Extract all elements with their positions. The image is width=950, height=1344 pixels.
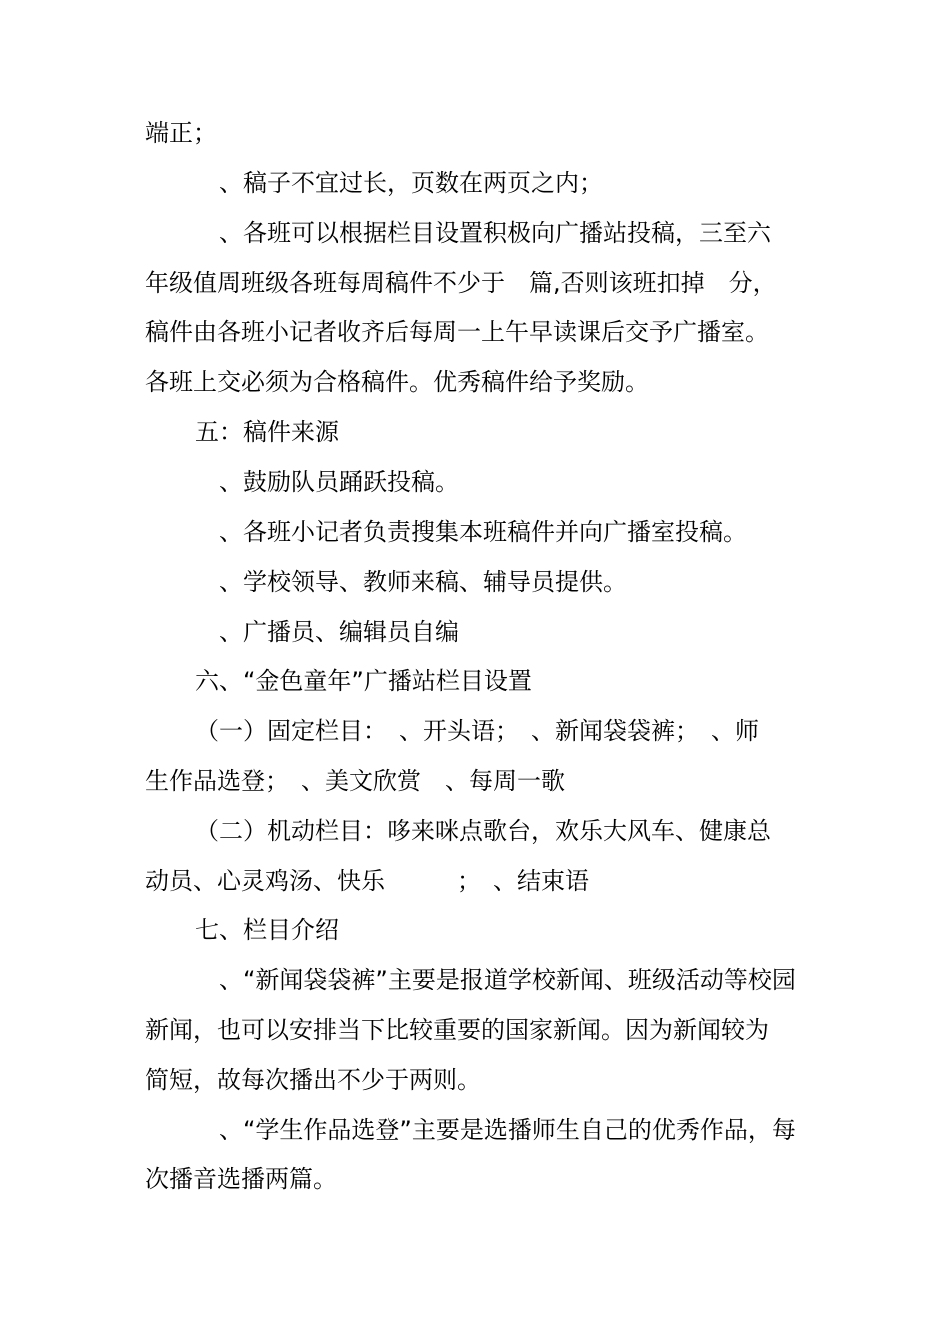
text-line: （二）机动栏目：哆来咪点歌台，欢乐大风车、健康总 xyxy=(195,817,771,845)
text-line: 、“学生作品选登”主要是选播师生自己的优秀作品，每 xyxy=(195,1116,796,1144)
text-line: 、各班小记者负责搜集本班稿件并向广播室投稿。 xyxy=(195,518,747,546)
text-line: 各班上交必须为合格稿件。优秀稿件给予奖励。 xyxy=(145,368,649,396)
text-line: 、学校领导、教师来稿、辅导员提供。 xyxy=(195,568,627,596)
text-line: 、“新闻袋袋裤”主要是报道学校新闻、班级活动等校园 xyxy=(195,966,796,994)
text-line: 、鼓励队员踊跃投稿。 xyxy=(195,468,459,496)
text-line: 简短，故每次播出不少于两则。 xyxy=(145,1066,481,1094)
section-heading: 六、“金色童年”广播站栏目设置 xyxy=(195,667,532,695)
section-heading: 七、栏目介绍 xyxy=(195,916,339,944)
text-line: （一）固定栏目： 、开头语； 、新闻袋袋裤； 、师 xyxy=(195,717,759,745)
text-line: 生作品选登； 、美文欣赏 、每周一歌 xyxy=(145,767,565,795)
text-line: 端正； xyxy=(145,119,217,147)
section-heading: 五：稿件来源 xyxy=(195,418,339,446)
text-line: 、稿子不宜过长，页数在两页之内； xyxy=(195,169,603,197)
text-line: 、各班可以根据栏目设置积极向广播站投稿，三至六 xyxy=(195,219,771,247)
text-line: 新闻，也可以安排当下比较重要的国家新闻。因为新闻较为 xyxy=(145,1016,769,1044)
text-line: 动员、心灵鸡汤、快乐 ； 、结束语 xyxy=(145,867,589,895)
text-line: 次播音选播两篇。 xyxy=(145,1165,337,1193)
text-line: 、广播员、编辑员自编 xyxy=(195,618,459,646)
text-line: 年级值周班级各班每周稿件不少于 篇,否则该班扣掉 分， xyxy=(145,269,777,297)
text-line: 稿件由各班小记者收齐后每周一上午早读课后交予广播室。 xyxy=(145,318,769,346)
